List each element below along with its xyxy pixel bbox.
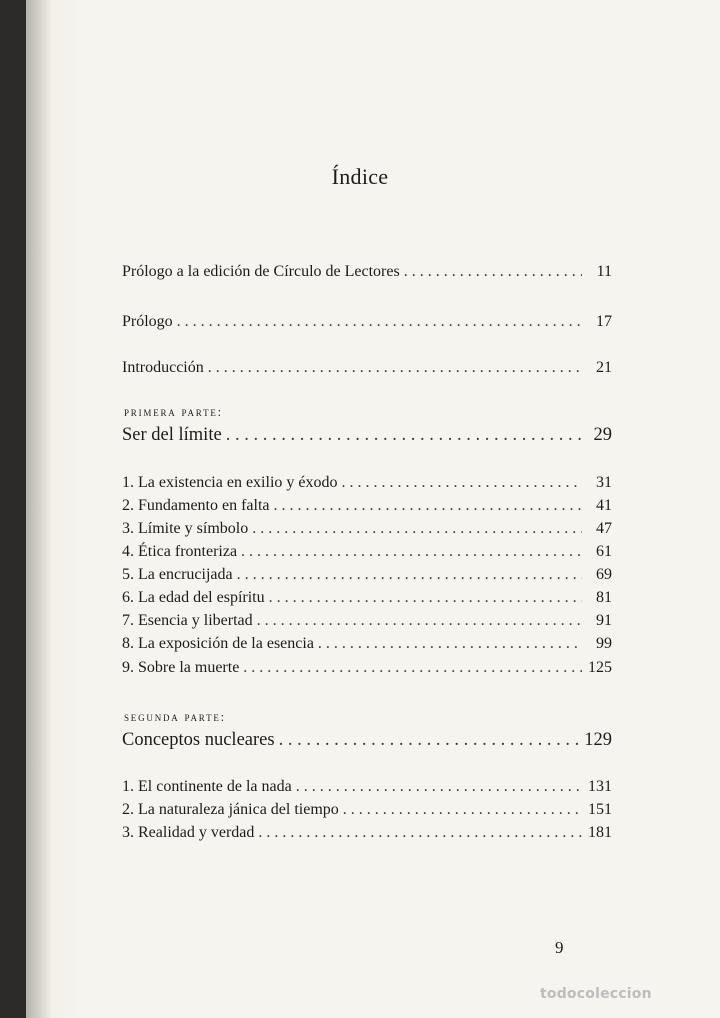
toc-entry-label: 7. Esencia y libertad bbox=[122, 612, 253, 629]
toc-entry-label: Prólogo bbox=[122, 313, 173, 330]
leader-dots bbox=[258, 824, 582, 842]
leader-dots bbox=[237, 566, 582, 584]
toc-entry-label: 1. La existencia en exilio y éxodo bbox=[122, 474, 338, 491]
toc-chapter bbox=[122, 520, 612, 538]
toc-part-title-label: Conceptos nucleares bbox=[122, 730, 275, 750]
toc-entry-introduccion bbox=[122, 359, 612, 377]
toc-entry-page: 125 bbox=[588, 659, 612, 676]
watermark-logo: todocoleccion bbox=[540, 986, 652, 1002]
toc-entry-label: 4. Ética fronteriza bbox=[122, 543, 238, 560]
toc-entry-page: 181 bbox=[588, 824, 612, 841]
toc-part-title bbox=[122, 730, 612, 751]
toc-entry-label: 8. La exposición de la esencia bbox=[122, 635, 314, 652]
toc-entry-page: 129 bbox=[584, 730, 612, 750]
toc-entry-page: 17 bbox=[596, 313, 612, 330]
leader-dots bbox=[257, 612, 582, 630]
toc-chapter bbox=[122, 543, 612, 561]
toc-part-title bbox=[122, 425, 612, 446]
toc-entry-label: 3. Límite y símbolo bbox=[122, 520, 249, 537]
leader-dots bbox=[177, 313, 582, 331]
toc-entry-page: 41 bbox=[596, 497, 612, 514]
toc-entry-label: 9. Sobre la muerte bbox=[122, 659, 240, 676]
toc-entry-page: 47 bbox=[596, 520, 612, 537]
leader-dots bbox=[341, 474, 582, 492]
toc-entry-page: 99 bbox=[596, 635, 612, 652]
leader-dots bbox=[208, 359, 582, 377]
toc-chapter bbox=[122, 589, 612, 607]
part-label: primera parte: bbox=[124, 405, 223, 419]
leader-dots bbox=[296, 778, 582, 796]
toc-entry-page: 91 bbox=[596, 612, 612, 629]
toc-entry-page: 11 bbox=[596, 263, 612, 280]
toc-entry-page: 31 bbox=[596, 474, 612, 491]
toc-chapter bbox=[122, 497, 612, 515]
toc-chapter bbox=[122, 801, 612, 819]
leader-dots bbox=[318, 635, 582, 653]
toc-entry-label: Introducción bbox=[122, 359, 204, 376]
toc-entry-page: 81 bbox=[596, 589, 612, 606]
toc-chapter bbox=[122, 635, 612, 653]
toc-entry-label: 2. La naturaleza jánica del tiempo bbox=[122, 801, 339, 818]
toc-chapter bbox=[122, 612, 612, 630]
page-title: Índice bbox=[331, 164, 389, 189]
leader-dots bbox=[241, 543, 582, 561]
toc-chapter bbox=[122, 566, 612, 584]
toc-entry-page: 131 bbox=[588, 778, 612, 795]
toc-entry-prologo bbox=[122, 313, 612, 331]
toc-entry-page: 69 bbox=[596, 566, 612, 583]
part-label: segunda parte: bbox=[124, 710, 226, 724]
leader-dots bbox=[269, 589, 582, 607]
page-number: 9 bbox=[555, 938, 564, 957]
toc-entry-label: 5. La encrucijada bbox=[122, 566, 233, 583]
toc-chapter bbox=[122, 659, 612, 677]
toc-entry-label: 6. La edad del espíritu bbox=[122, 589, 265, 606]
toc-entry-label: 3. Realidad y verdad bbox=[122, 824, 255, 841]
leader-dots bbox=[343, 801, 582, 819]
toc-entry-label: 2. Fundamento en falta bbox=[122, 497, 270, 514]
toc-entry-page: 21 bbox=[596, 359, 612, 376]
toc-chapter bbox=[122, 474, 612, 492]
toc-entry-label: 1. El continente de la nada bbox=[122, 778, 292, 795]
toc-part-title-label: Ser del límite bbox=[122, 425, 222, 445]
page-gutter-shadow bbox=[26, 0, 52, 1018]
leader-dots bbox=[252, 520, 582, 538]
leader-dots bbox=[226, 425, 582, 446]
toc-entry-page: 151 bbox=[588, 801, 612, 818]
toc-entry-prologo-circulo bbox=[122, 263, 612, 281]
toc-entry-page: 61 bbox=[596, 543, 612, 560]
leader-dots bbox=[243, 659, 582, 677]
leader-dots bbox=[404, 263, 582, 281]
leader-dots bbox=[279, 730, 581, 751]
toc-chapter bbox=[122, 824, 612, 842]
toc-entry-page: 29 bbox=[593, 425, 612, 445]
toc-chapter bbox=[122, 778, 612, 796]
toc-entry-label: Prólogo a la edición de Círculo de Lectores bbox=[122, 263, 400, 280]
leader-dots bbox=[274, 497, 582, 515]
